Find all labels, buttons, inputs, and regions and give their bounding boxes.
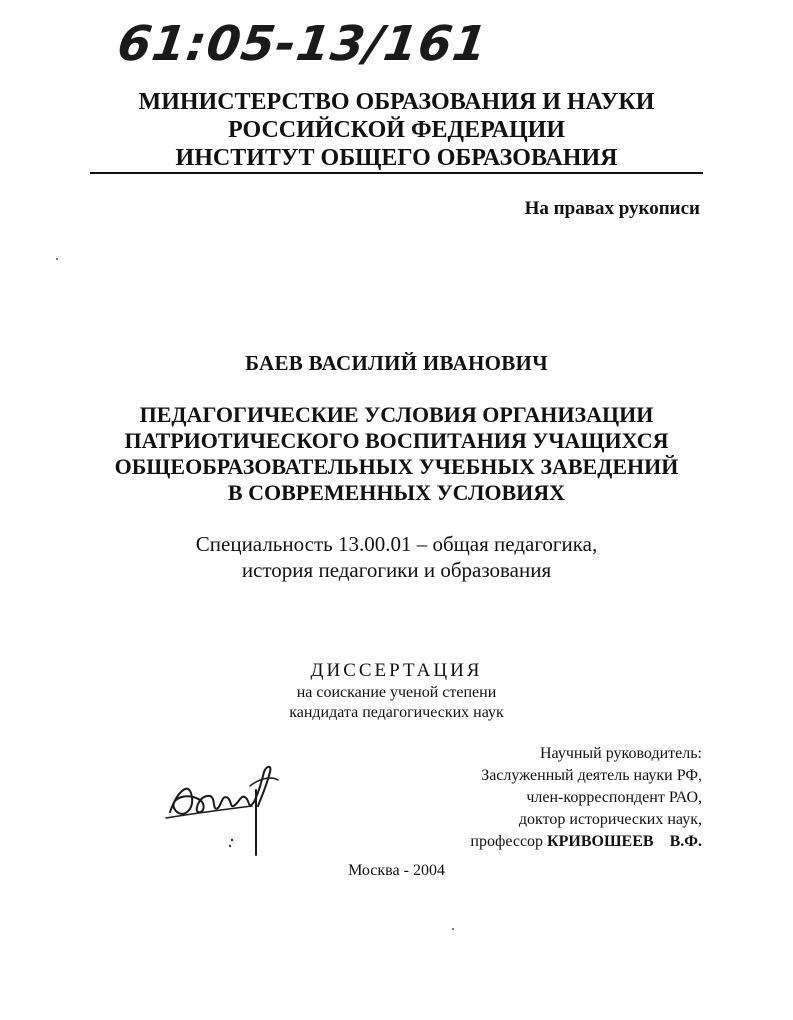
supervisor-membership: член-корреспондент РАО, [526,789,702,806]
supervisor-surname: КРИВОШЕЕВ [547,833,654,850]
supervisor-rank: профессор [470,833,544,850]
supervisor-initials: В.Ф. [669,833,702,850]
author-name: БАЕВ ВАСИЛИЙ ИВАНОВИЧ [245,351,548,375]
dissertation-title [0,402,793,506]
title-line-3: ОБЩЕОБРАЗОВАТЕЛЬНЫХ УЧЕБНЫХ ЗАВЕДЕНИЙ [114,454,679,479]
title-line-4: В СОВРЕМЕННЫХ УСЛОВИЯХ [227,480,566,505]
supervisor-label: Научный руководитель: [539,745,702,762]
title-line-2: ПАТРИОТИЧЕСКОГО ВОСПИТАНИЯ УЧАЩИХСЯ [124,428,669,453]
handwritten-catalog-number: 61:05-13/161 [114,16,492,72]
ministry-line-1: МИНИСТЕРСТВО ОБРАЗОВАНИЯ И НАУКИ [138,89,655,115]
dissertation-heading: ДИССЕРТАЦИЯ [310,660,483,681]
signature-image [160,750,285,860]
city-year: Москва - 2004 [348,862,445,879]
scan-speck [56,258,58,260]
specialty-line-2: история педагогики и образования [241,558,552,582]
manuscript-note: На правах рукописи [524,198,700,219]
scientific-supervisor [470,743,702,853]
title-line-1: ПЕДАГОГИЧЕСКИЕ УСЛОВИЯ ОРГАНИЗАЦИИ [139,402,654,427]
specialty [0,531,793,583]
degree-line-1: на соискание ученой степени [296,684,497,701]
header-divider [90,172,703,174]
ministry-header [0,88,793,172]
supervisor-degree: доктор исторических наук, [518,811,702,828]
degree-description [0,683,793,723]
supervisor-name-line [470,831,702,853]
ministry-line-2: РОССИЙСКОЙ ФЕДЕРАЦИИ [227,117,566,143]
supervisor-honor: Заслуженный деятель науки РФ, [481,767,702,784]
scan-speck [452,928,454,930]
institute-line: ИНСТИТУТ ОБЩЕГО ОБРАЗОВАНИЯ [175,145,618,171]
specialty-line-1: Специальность 13.00.01 – общая педагогика, [195,532,598,556]
degree-line-2: кандидата педагогических наук [289,704,504,721]
